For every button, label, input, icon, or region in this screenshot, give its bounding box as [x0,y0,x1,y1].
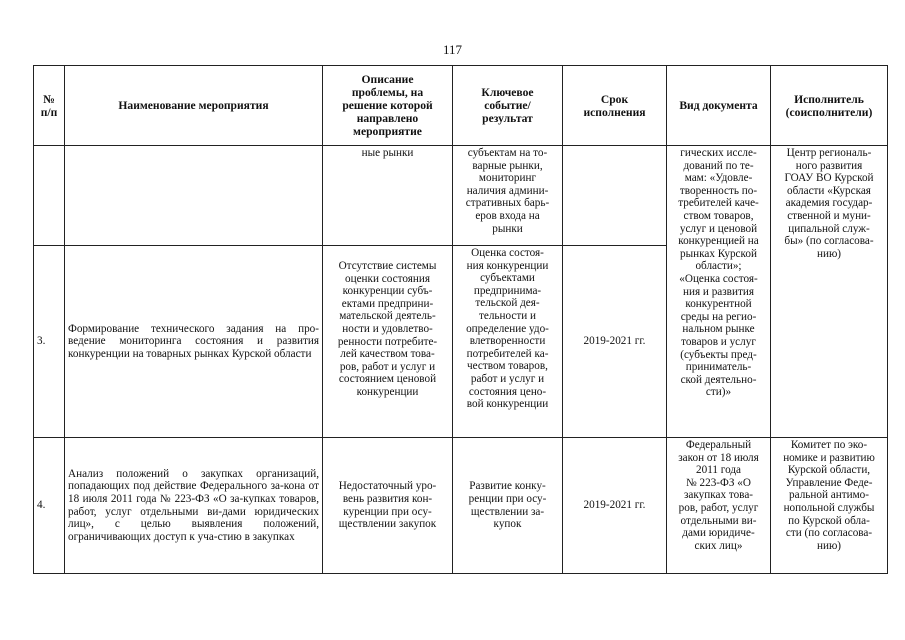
row-term [563,146,667,246]
row-term: 2019-2021 гг. [563,438,667,574]
row-problem: Недостаточный уро- вень развития кон- куренции при осу- ществлении закупок [323,438,453,574]
table-row [34,438,888,574]
row-name [65,146,323,246]
row-exec: Центр региональ- ного развития ГОАУ ВО Курской области «Курская академия государ- ственной и муни- ципальной служ- бы» (по согласова- нию) [771,146,888,438]
header-num: № п/п [34,66,65,146]
row-term: 2019-2021 гг. [563,246,667,438]
measures-table [33,65,888,574]
row-problem: ные рынки [323,146,453,246]
row-event: Оценка состоя- ния конкуренции субъектами предпринима- тельской дея- тельности и определение удо- влетворенности потребителей ка- чеством товаров, работ и услуг и состояния цено- вой конкуренции [453,246,563,438]
header-exec: Исполнитель (соисполнители) [771,66,888,146]
page-number: 117 [442,42,463,57]
row-name: Анализ положений о закупках организаций, попадающих под действие Федерального за-кона от 18 июля 2011 года № 223-ФЗ «О за-купках товаров, работ, услуг отдельными ви-дами юридических лиц», с целью выявления положений, ограничивающих доступ к уча-стию в закупках [65,438,323,574]
table-row [34,146,888,246]
row-doc: Федеральный закон от 18 июля 2011 года № 223-ФЗ «О закупках това- ров, работ, услуг отдельными ви- дами юридиче- ских лиц» [667,438,771,574]
row-event: Развитие конку- ренции при осу- ществлении за- купок [453,438,563,574]
row-event: субъектам на то- варные рынки, мониторинг наличия админи- стративных барь- еров входа на рынки [453,146,563,246]
header-doc: Вид документа [667,66,771,146]
row-doc: гических иссле- дований по те- мам: «Удовле- творенность по- требителей каче- ством товаров, услуг и ценовой конкуренцией на рынках Курской области»; «Оценка состоя- ния и развития конкурентной среды на регио- нальном рынке товаров и услуг (субъекты пред- приниматель- ской деятельно- сти)» [667,146,771,438]
row-num: 4. [34,438,65,574]
row-name: Формирование технического задания на про-ведение мониторинга состояния и развития конкуренции на товарных рынках Курской области [65,246,323,438]
row-num [34,146,65,246]
row-exec: Комитет по эко- номике и развитию Курской области, Управление Феде- ральной антимо- нопольной службы по Курской обла- сти (по согласова- нию) [771,438,888,574]
row-problem: Отсутствие системы оценки состояния конкуренции субъ- ектами предприни- мательской деятель- ности и удовлетво- ренности потребите- лей качеством това- ров, работ и услуг и состоянием ценовой конкуренции [323,246,453,438]
header-name: Наименование мероприятия [65,66,323,146]
row-num: 3. [34,246,65,438]
header-term: Срок исполнения [563,66,667,146]
header-row [34,66,888,146]
header-problem: Описание проблемы, на решение которой направлено мероприятие [323,66,453,146]
header-event: Ключевое событие/ результат [453,66,563,146]
